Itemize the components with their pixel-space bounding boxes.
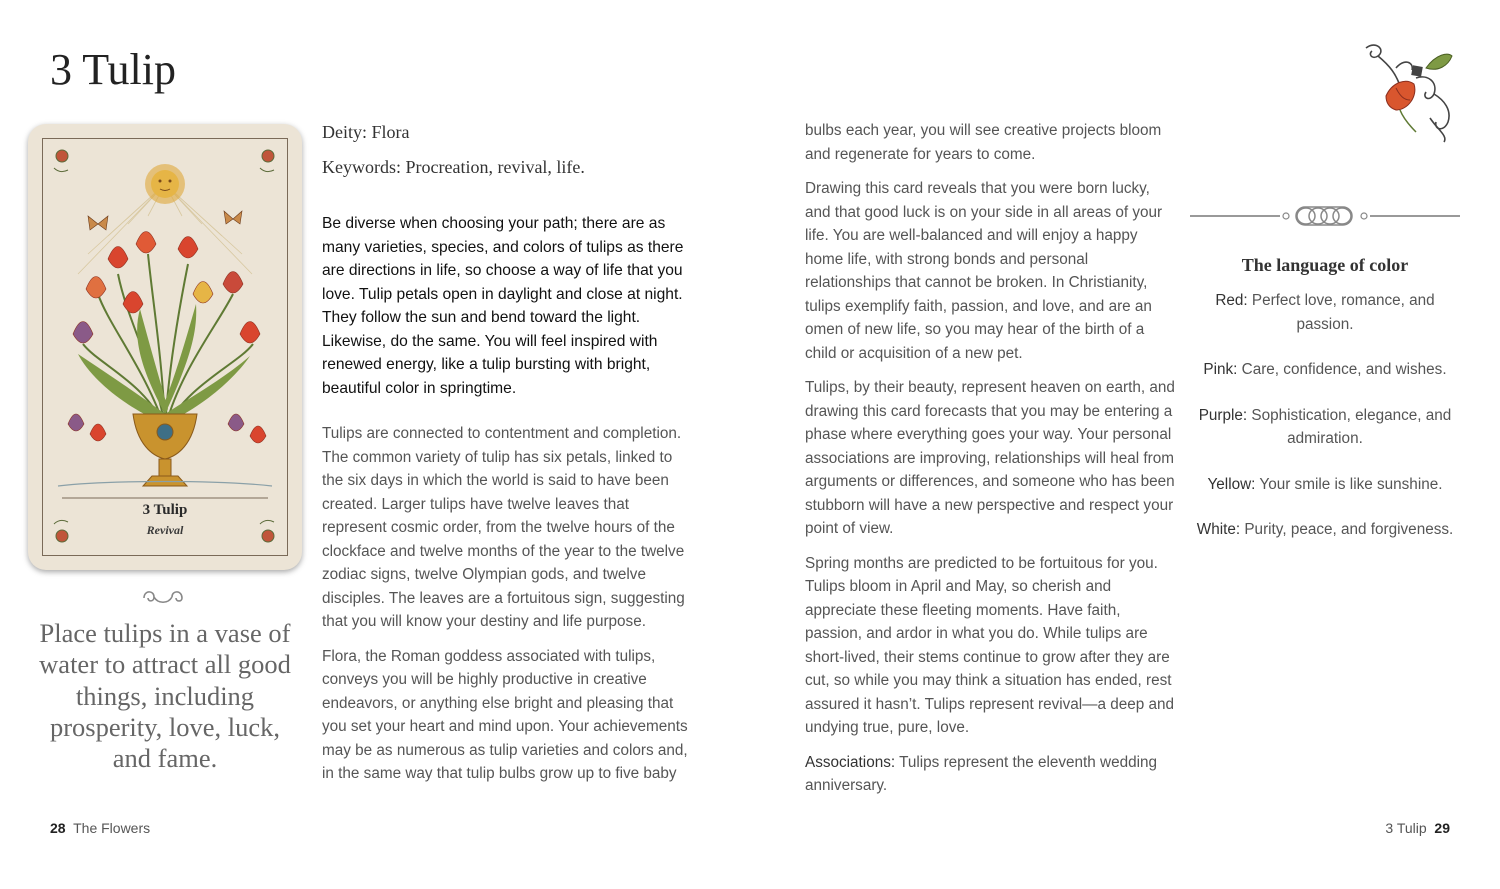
associations-paragraph [805,751,1177,798]
right-text-column [805,119,1177,809]
ornamental-divider-icon [1188,204,1462,228]
sidebar-title: The language of color [1241,255,1409,275]
page-number: 28 [50,820,66,836]
body-paragraph: bulbs each year, you will see creative projects bloom and regenerate for years to come. [805,122,1162,163]
intro-paragraph: Be diverse when choosing your path; there are as many varieties, species, and colors of tulips as there are directions in life, so choose a way of life that you love. Tulip petals open in daylight and close at night. They follow the sun and bend toward the light. Likewise, do the same. You will feel inspired with renewed energy, like a tulip bursting with bright, beautiful color in springtime. [322,215,684,397]
butterfly-icon [88,211,242,230]
body-paragraph: Tulips, by their beauty, represent heaven on earth, and drawing this card forecasts that you may be entering a phase where everything goes your way. Your personal associations are improving, relationships will heal from arguments or differences, and someone who has been stubborn will have a new perspective and respect your point of view. [805,379,1175,537]
swirl-ornament-icon [138,584,188,610]
vase-icon [133,414,197,486]
body-paragraph: Spring months are predicted to be fortuitous for you. Tulips bloom in April and May, so cherish and appreciate these fleeting moments. Have faith, passion, and ardor in what you do. While tulips are short-lived, their stems continue to grow after they are cut, so while you may think a situation has ended, rest assured it hasn’t. Tulips represent revival—a deep and undying true, pure, love. [805,554,1175,736]
sun-icon [145,164,185,204]
deity-line: Deity: Flora [322,122,410,142]
color-entry-yellow: Yellow: Your smile is like sunshine. [1207,475,1443,493]
color-entry-purple: Purple: Sophistication, elegance, and admiration. [1198,406,1452,447]
card-subtitle: Revival [146,523,184,537]
pull-quote: Place tulips in a vase of water to attract all good things, including prosperity, love, luck, and fame. [39,618,291,774]
color-entry-pink: Pink: Care, confidence, and wishes. [1203,361,1447,378]
running-footer: 3 Tulip [1385,820,1427,836]
keywords-line: Keywords: Procreation, revival, life. [322,157,585,177]
tulip-corner-ornament-icon [1356,38,1462,144]
body-paragraph: Drawing this card reveals that you were born lucky, and that good luck is on your side in all areas of your life. You are well-balanced and will enjoy a happy home life, with strong bonds and personal relationships that cannot be broken. In Christianity, tulips exemplify faith, passion, and love, and are an omen of new life, so you may hear of the birth of a child or acquisition of a new pet. [805,180,1163,362]
page-number: 29 [1434,820,1450,836]
body-paragraph: Tulips are connected to contentment and completion. The common variety of tulip has six petals, linked to the six days in which the world is said to have been created. Larger tulips have twelve leaves that represent cosmic order, from the twelve hours of the clockface and twelve months of the year to the twelve zodiac signs, twelve Olympian gods, and twelve disciples. The leaves are a fortuitous sign, suggesting that you will know your destiny and life purpose. [322,425,685,630]
page-title: 3 Tulip [50,45,176,94]
running-footer: The Flowers [73,820,151,836]
footer-right [1385,820,1450,836]
color-entry-red: Red: Perfect love, romance, and passion. [1215,292,1435,333]
associations-label: Associations: [805,753,896,771]
left-text-column [322,120,697,797]
associations-text: Tulips represent the eleventh wedding anniversary. [805,753,1158,794]
color-meanings-list [1190,289,1460,564]
footer-left [50,820,150,836]
tarot-card [28,124,302,570]
card-title: 3 Tulip [142,502,188,518]
tulip-leaves [78,304,250,424]
color-entry-white: White: Purity, peace, and forgiveness. [1196,521,1454,538]
body-paragraph: Flora, the Roman goddess associated with tulips, conveys you will be highly productive in creative endeavors, or anything else bright and pleasing that you set your heart and mind upon. Your achievements may be as numerous as tulip varieties and colors and, in the same way that tulip bulbs grow up to five baby [322,647,688,782]
